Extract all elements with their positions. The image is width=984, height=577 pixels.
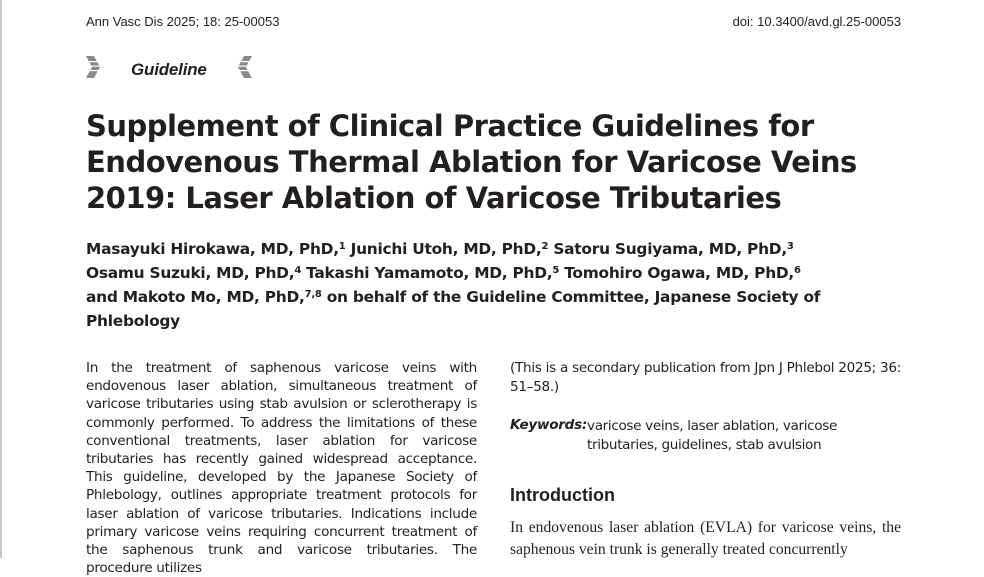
author-list <box>86 237 916 333</box>
affiliation-mark: 1 <box>338 241 346 252</box>
abstract: In the treatment of saphenous varicose veins with endovenous laser ablation, simultaneous treatment of varicose tributaries using stab avulsion or sclerotherapy is commonly performed. To address the limitations of these conventional treatments, laser ablation for varicose tributaries has recently gained widespread acceptance. This guideline, developed by the Japanese Society of Phlebology, outlines appropriate treatment protocols for laser ablation of varicose tributaries. Indications include primary varicose veins requiring concurrent treatment of the saphenous trunk and varicose tributaries. The procedure utilizes <box>86 360 477 577</box>
author-name: Masayuki Hirokawa, MD, PhD, <box>86 240 339 258</box>
title-line: 2019: Laser Ablation of Varicose Tributaries <box>86 181 782 215</box>
affiliation-mark: 6 <box>794 265 801 276</box>
introduction-text: In endovenous laser ablation (EVLA) for varicose veins, the saphenous vein trunk is generally treated concurrently <box>510 519 901 558</box>
affiliation-mark: 7,8 <box>304 289 322 300</box>
author-name: and Makoto Mo, MD, PhD, <box>86 288 305 306</box>
authors-tail: on behalf of the Guideline Committee, Japanese Society of Phlebology <box>86 288 821 330</box>
article-title <box>86 108 906 216</box>
section-heading-introduction: Introduction <box>510 485 615 505</box>
journal-reference: Ann Vasc Dis 2025; 18: 25-00053 <box>86 14 280 29</box>
author-name: Takashi Yamamoto, MD, PhD, <box>306 264 553 282</box>
doi: doi: 10.3400/avd.gl.25-00053 <box>732 14 901 29</box>
keywords-label: Keywords: <box>510 417 588 433</box>
chevron-right-icon <box>84 54 104 80</box>
author-name: Osamu Suzuki, MD, PhD, <box>86 264 295 282</box>
author-name: Junichi Utoh, MD, PhD, <box>350 240 542 258</box>
author-name: Satoru Sugiyama, MD, PhD, <box>553 240 787 258</box>
title-line: Supplement of Clinical Practice Guidelines for <box>86 109 814 143</box>
article-type-label: Guideline <box>131 60 207 79</box>
author-name: Tomohiro Ogawa, MD, PhD, <box>564 264 795 282</box>
page-edge <box>0 0 2 558</box>
affiliation-mark: 5 <box>552 265 560 276</box>
title-line: Endovenous Thermal Ablation for Varicose Veins <box>86 145 857 179</box>
affiliation-mark: 4 <box>294 265 302 276</box>
chevron-left-icon <box>234 54 254 80</box>
affiliation-mark: 2 <box>541 241 549 252</box>
keywords-text: varicose veins, laser ablation, varicose tributaries, guidelines, stab avulsion <box>587 418 838 453</box>
secondary-publication-note: (This is a secondary publication from Jpn J Phlebol 2025; 36: 51–58.) <box>510 360 901 395</box>
affiliation-mark: 3 <box>786 241 794 252</box>
